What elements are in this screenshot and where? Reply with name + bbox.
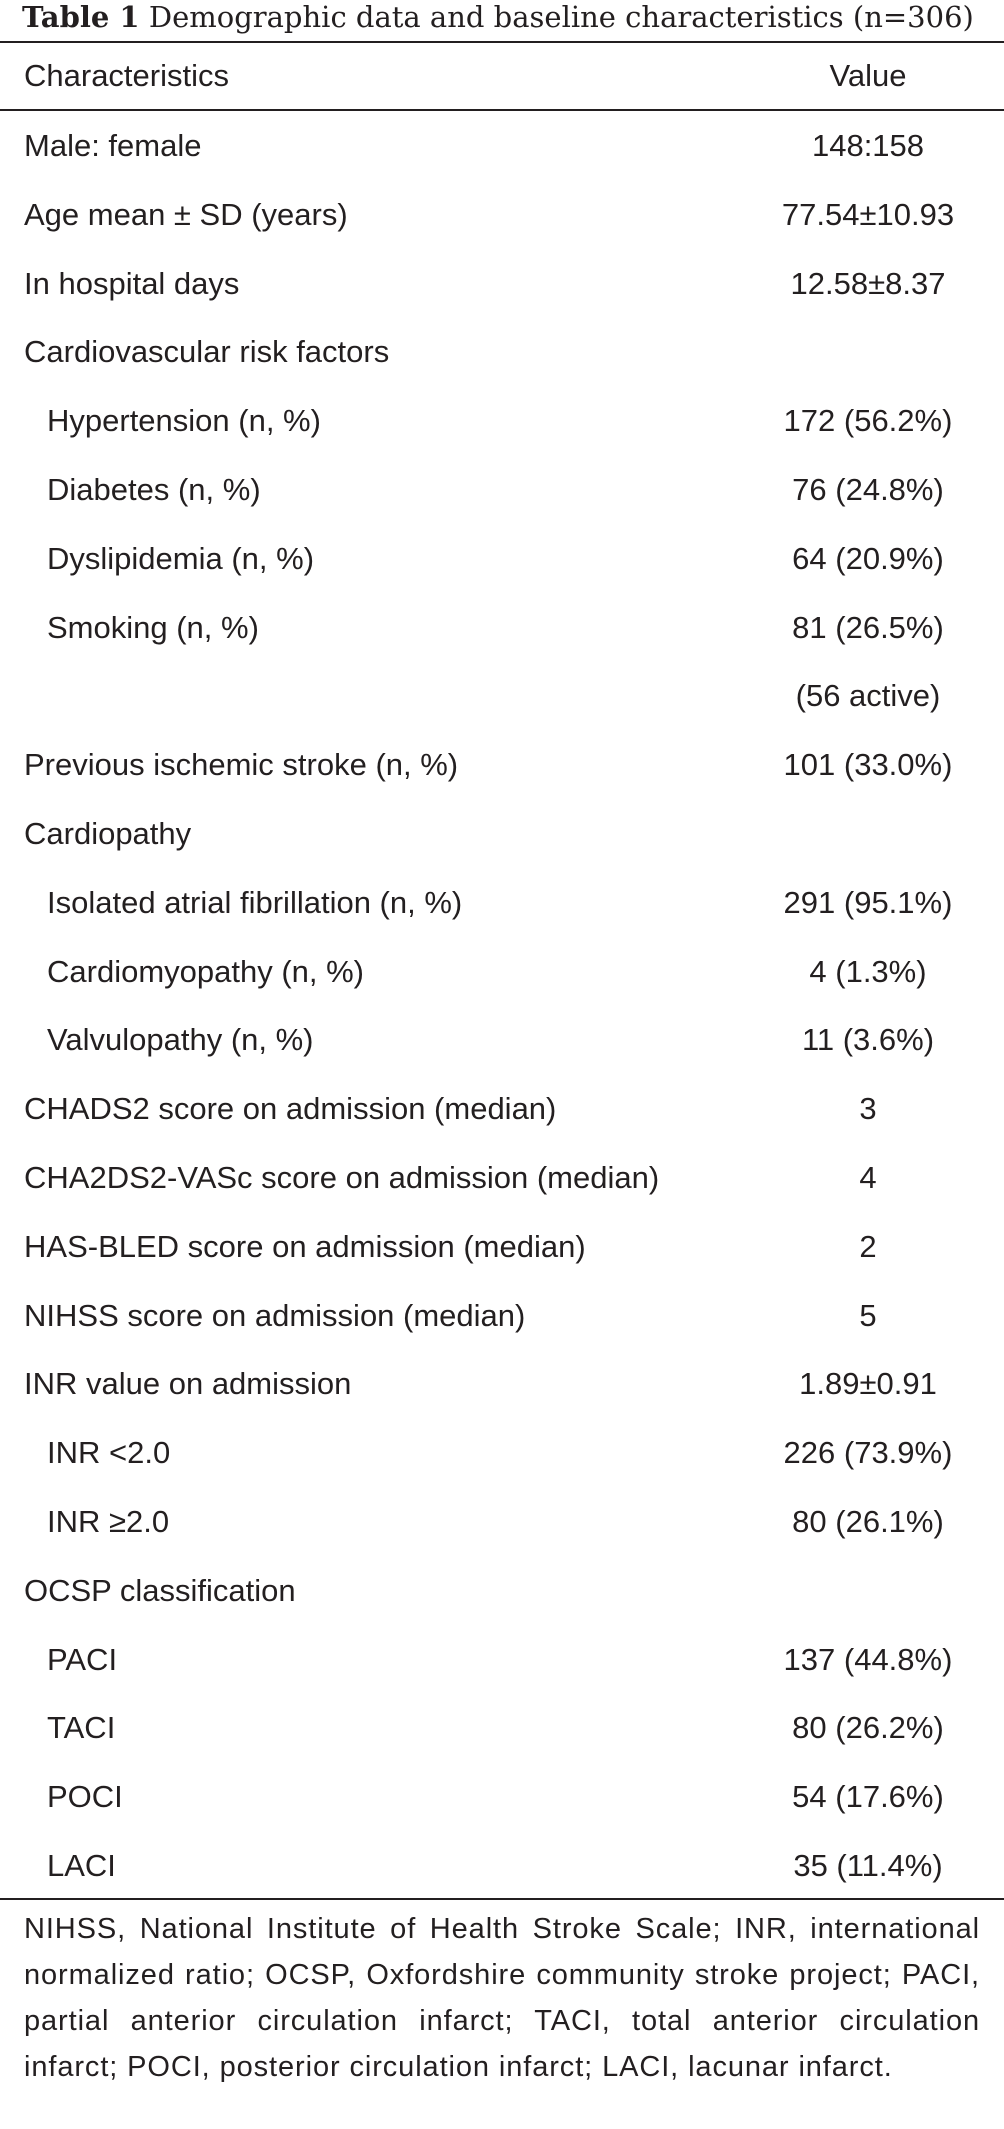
row-label: Isolated atrial fibrillation (n, %): [47, 884, 463, 920]
header-characteristics: Characteristics: [24, 58, 229, 93]
table-row: [0, 1212, 1004, 1281]
row-value: 64 (20.9%): [792, 540, 944, 576]
row-value: 4 (1.3%): [809, 953, 927, 989]
table-row: [0, 1281, 1004, 1350]
row-label: TACI: [47, 1710, 116, 1746]
row-label: LACI: [47, 1848, 116, 1883]
row-label: In hospital days: [24, 265, 240, 301]
row-label: Cardiopathy: [24, 816, 192, 851]
row-label: CHADS2 score on admission (median): [24, 1091, 557, 1127]
row-value: 5: [859, 1297, 877, 1333]
row-value: 12.58±8.37: [790, 265, 946, 301]
table-row: [0, 1418, 1004, 1487]
table-caption-text: Demographic data and baseline characteristics (n=306): [148, 0, 974, 34]
table-row: [0, 1074, 1004, 1143]
row-value: 54 (17.6%): [792, 1779, 944, 1815]
table-caption: [22, 0, 992, 34]
table-header-row: [0, 41, 1004, 110]
table-row: [0, 593, 1004, 662]
row-label: Diabetes (n, %): [47, 472, 261, 507]
table-caption-label: Table 1: [22, 0, 140, 34]
row-label: Valvulopathy (n, %): [47, 1022, 314, 1058]
row-value: 80 (26.1%): [792, 1504, 944, 1539]
row-value: 1.89±0.91: [799, 1366, 937, 1402]
row-value: (56 active): [795, 678, 941, 714]
row-label: INR <2.0: [47, 1435, 171, 1471]
row-value: 172 (56.2%): [783, 403, 953, 439]
row-label: OCSP classification: [24, 1572, 296, 1608]
table-row: [0, 1831, 1004, 1900]
row-label: Dyslipidemia (n, %): [47, 540, 315, 576]
table-row: [0, 524, 1004, 593]
table-row: [0, 1625, 1004, 1694]
row-label: Cardiomyopathy (n, %): [47, 953, 365, 989]
table-row: [0, 1556, 1004, 1625]
table-row: [0, 249, 1004, 318]
header-value: Value: [829, 58, 907, 93]
row-value: 291 (95.1%): [783, 884, 953, 920]
row-label: Previous ischemic stroke (n, %): [24, 747, 459, 783]
row-value: 77.54±10.93: [781, 196, 955, 232]
row-value: 35 (11.4%): [793, 1848, 943, 1883]
row-label: Smoking (n, %): [47, 609, 259, 645]
table-row: [0, 730, 1004, 799]
row-value: 226 (73.9%): [783, 1435, 953, 1471]
table-row: [0, 1487, 1004, 1556]
table-row: [0, 1762, 1004, 1831]
table-row: [0, 661, 1004, 730]
row-label: INR ≥2.0: [47, 1504, 170, 1539]
bottom-rule: [0, 1898, 1004, 1900]
row-value: 101 (33.0%): [783, 747, 953, 783]
table-row: [0, 937, 1004, 1006]
row-value: 4: [859, 1160, 877, 1195]
row-value: 2: [859, 1228, 877, 1264]
row-value: 80 (26.2%): [792, 1710, 944, 1746]
table-row: [0, 455, 1004, 524]
row-value: 76 (24.8%): [792, 472, 944, 507]
row-label: HAS-BLED score on admission (median): [24, 1228, 586, 1264]
row-label: Male: female: [24, 128, 202, 163]
row-value: 148:158: [811, 128, 925, 163]
table-row: [0, 386, 1004, 455]
table-footnote: NIHSS, National Institute of Health Stroke Scale; INR, international normalized ratio; OCSP, Oxfordshire community stroke project; PACI, partial anterior circulation infarct; TACI, total anterior circulation infarct; POCI, posterior circulation infarct; LACI, lacunar infarct.: [24, 1913, 980, 2083]
row-value: 81 (26.5%): [792, 609, 944, 645]
table-row: [0, 1349, 1004, 1418]
table-row: [0, 1693, 1004, 1762]
table-row: [0, 799, 1004, 868]
row-value: 3: [859, 1091, 877, 1127]
row-label: Cardiovascular risk factors: [24, 334, 390, 370]
row-label: Age mean ± SD (years): [24, 196, 348, 232]
row-label: PACI: [47, 1641, 118, 1677]
row-label: INR value on admission: [24, 1366, 352, 1402]
table-row: [0, 180, 1004, 249]
row-label: NIHSS score on admission (median): [24, 1297, 526, 1333]
table-row: [0, 868, 1004, 937]
row-value: 11 (3.6%): [801, 1022, 935, 1058]
table-row: [0, 317, 1004, 386]
table-row: [0, 1005, 1004, 1074]
row-value: 137 (44.8%): [783, 1641, 953, 1677]
table-row: [0, 1143, 1004, 1212]
row-label: Hypertension (n, %): [47, 403, 321, 439]
table-row: [0, 111, 1004, 180]
row-label: POCI: [47, 1779, 123, 1815]
row-label: CHA2DS2-VASc score on admission (median): [24, 1160, 660, 1195]
